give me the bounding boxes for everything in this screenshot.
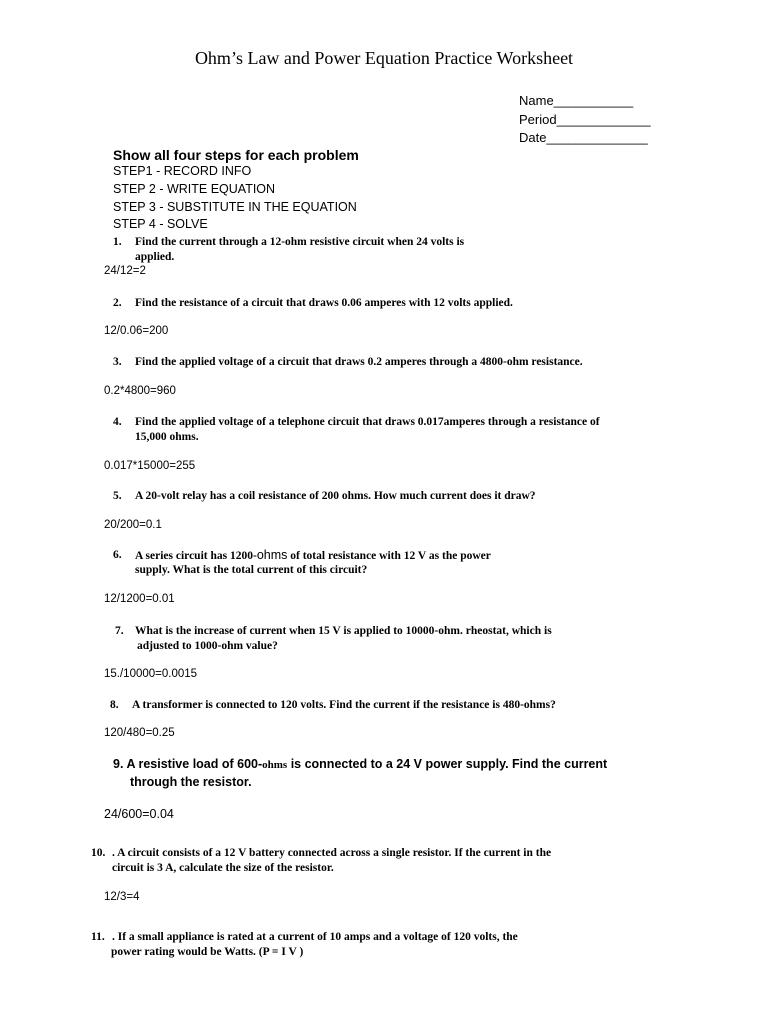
problem-number: 10.	[91, 847, 106, 859]
problem-text: A series circuit has 1200-ohms of total resistance with 12 V as the power	[135, 548, 491, 562]
problem-number: 11.	[91, 931, 105, 943]
problem-number: 3.	[113, 356, 122, 368]
step-1: STEP1 - RECORD INFO	[113, 164, 252, 178]
answer-3: 0.2*4800=960	[104, 385, 176, 397]
problem-text-cont: power rating would be Watts. (P = I V )	[111, 946, 304, 958]
answer-7: 15./10000=0.0015	[104, 668, 198, 680]
problem-text: Find the current through a 12-ohm resistive circuit when 24 volts is	[135, 236, 465, 248]
problem-number: 7.	[115, 625, 124, 637]
answer-9: 24/600=0.04	[104, 807, 174, 821]
worksheet-title: Ohm’s Law and Power Equation Practice Worksheet	[194, 48, 574, 68]
period-field: Period_____________	[519, 112, 651, 127]
problem-9	[113, 755, 607, 774]
problem-number: 6.	[113, 549, 122, 561]
problem-9-text-cont: through the resistor.	[130, 775, 252, 789]
step-4: STEP 4 - SOLVE	[113, 217, 208, 231]
problem-text: A transformer is connected to 120 volts. Find the current if the resistance is 480-ohms?	[132, 699, 556, 711]
answer-5: 20/200=0.1	[104, 519, 162, 531]
problem-text-cont: circuit is 3 A, calculate the size of the resistor.	[112, 862, 334, 874]
problem-text: Find the applied voltage of a circuit that draws 0.2 amperes through a 4800-ohm resistance.	[135, 356, 583, 368]
problem-text-cont: adjusted to 1000-ohm value?	[137, 640, 278, 652]
problem-text-cont: applied.	[135, 251, 175, 263]
problem-text: . If a small appliance is rated at a current of 10 amps and a voltage of 120 volts, the	[112, 931, 518, 943]
problem-number: 5.	[113, 490, 122, 502]
date-field: Date______________	[519, 130, 648, 145]
answer-4: 0.017*15000=255	[104, 460, 196, 472]
step-2: STEP 2 - WRITE EQUATION	[113, 182, 276, 196]
problem-text: Find the applied voltage of a telephone circuit that draws 0.017amperes through a resistance of	[135, 416, 600, 428]
problem-text-cont: 15,000 ohms.	[135, 431, 199, 443]
problem-text: A resistive load of 600-ohms is connected to a 24 V power supply. Find the current	[123, 757, 608, 771]
answer-1: 24/12=2	[104, 265, 146, 277]
answer-6: 12/1200=0.01	[104, 593, 175, 605]
answer-2: 12/0.06=200	[104, 325, 169, 337]
problem-text: . A circuit consists of a 12 V battery connected across a single resistor. If the current in the	[112, 847, 552, 859]
problem-text: A 20-volt relay has a coil resistance of 200 ohms. How much current does it draw?	[135, 490, 536, 502]
problem-text-cont: supply. What is the total current of this circuit?	[135, 564, 368, 576]
step-3: STEP 3 - SUBSTITUTE IN THE EQUATION	[113, 200, 357, 214]
problem-number: 1.	[113, 236, 122, 248]
problem-number: 2.	[113, 297, 122, 309]
answer-10: 12/3=4	[104, 891, 140, 903]
problem-number: 4.	[113, 416, 122, 428]
problem-text: What is the increase of current when 15 V is applied to 10000-ohm. rheostat, which is	[135, 625, 552, 637]
name-field: Name___________	[519, 93, 634, 108]
answer-8: 120/480=0.25	[104, 727, 175, 739]
problem-text: Find the resistance of a circuit that draws 0.06 amperes with 12 volts applied.	[135, 297, 513, 309]
instructions-heading: Show all four steps for each problem	[113, 147, 359, 163]
problem-number: 8.	[110, 699, 119, 711]
problem-number: 9.	[113, 757, 124, 771]
